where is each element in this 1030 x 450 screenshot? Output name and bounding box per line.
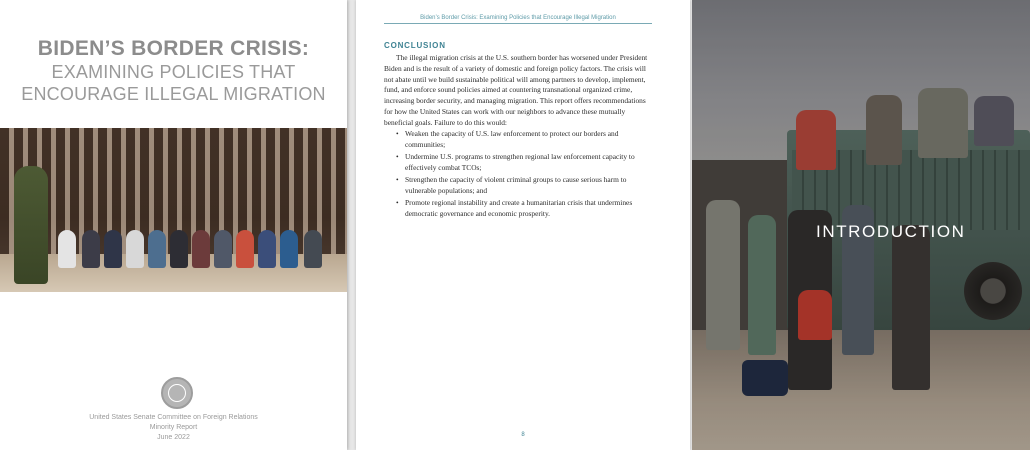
cover-title-line-3: ENCOURAGE ILLEGAL MIGRATION	[21, 84, 326, 104]
cover-committee-name: United States Senate Committee on Foreign Relations	[89, 414, 258, 421]
page-number: 8	[521, 432, 525, 438]
photo-person	[82, 230, 100, 268]
running-head: Biden’s Border Crisis: Examining Policies that Encourage Illegal Migration	[420, 15, 616, 21]
photo-person	[58, 230, 76, 268]
list-item: • Promote regional instability and create a humanitarian crisis that undermines democratic governance and economic prosperity.	[396, 198, 652, 220]
cover-title-line-1: BIDEN’S BORDER CRISIS:	[37, 37, 310, 60]
list-item: • Undermine U.S. programs to strengthen regional law enforcement capacity to effectively combat TCOs;	[396, 152, 652, 174]
cover-date: June 2022	[157, 434, 190, 441]
cover-page	[0, 0, 347, 450]
photo-person	[104, 230, 122, 268]
section-heading: CONCLUSION	[384, 41, 446, 50]
list-item: • Strengthen the capacity of violent criminal groups to cause serious harm to vulnerable populations; and	[396, 175, 652, 197]
photo-person	[304, 230, 322, 268]
border-patrol-agent	[14, 166, 48, 284]
introduction-page	[692, 0, 1030, 450]
introduction-title: INTRODUCTION	[816, 222, 966, 241]
list-item: • Weaken the capacity of U.S. law enforcement to protect our borders and communities;	[396, 129, 652, 151]
conclusion-paragraph: The illegal migration crisis at the U.S. southern border has worsened under President Biden and is the result of a variety of domestic and foreign policy factors. The crisis will not abate until we build sustainable political will among partners to develop, implement, fund, and enforce sound policies aimed at countering transnational organized crime, increasing border security, and managing migration. This report offers recommendations for how the United States can work with our neighbors to advance these mutually beneficial goals. Failure to do this would:	[384, 53, 648, 127]
conclusion-page	[356, 0, 690, 450]
photo-person	[148, 230, 166, 268]
photo-person	[258, 230, 276, 268]
consequence-list	[396, 129, 652, 221]
cover-photo-border-wall	[0, 128, 347, 292]
photo-person	[280, 230, 298, 268]
cover-title-line-2: EXAMINING POLICIES THAT	[51, 62, 296, 82]
photo-person	[236, 230, 254, 268]
photo-person	[170, 230, 188, 268]
senate-committee-seal	[161, 377, 193, 409]
photo-person	[192, 230, 210, 268]
header-rule	[384, 23, 652, 24]
photo-person	[126, 230, 144, 268]
cover-report-type: Minority Report	[149, 424, 198, 431]
photo-person	[214, 230, 232, 268]
